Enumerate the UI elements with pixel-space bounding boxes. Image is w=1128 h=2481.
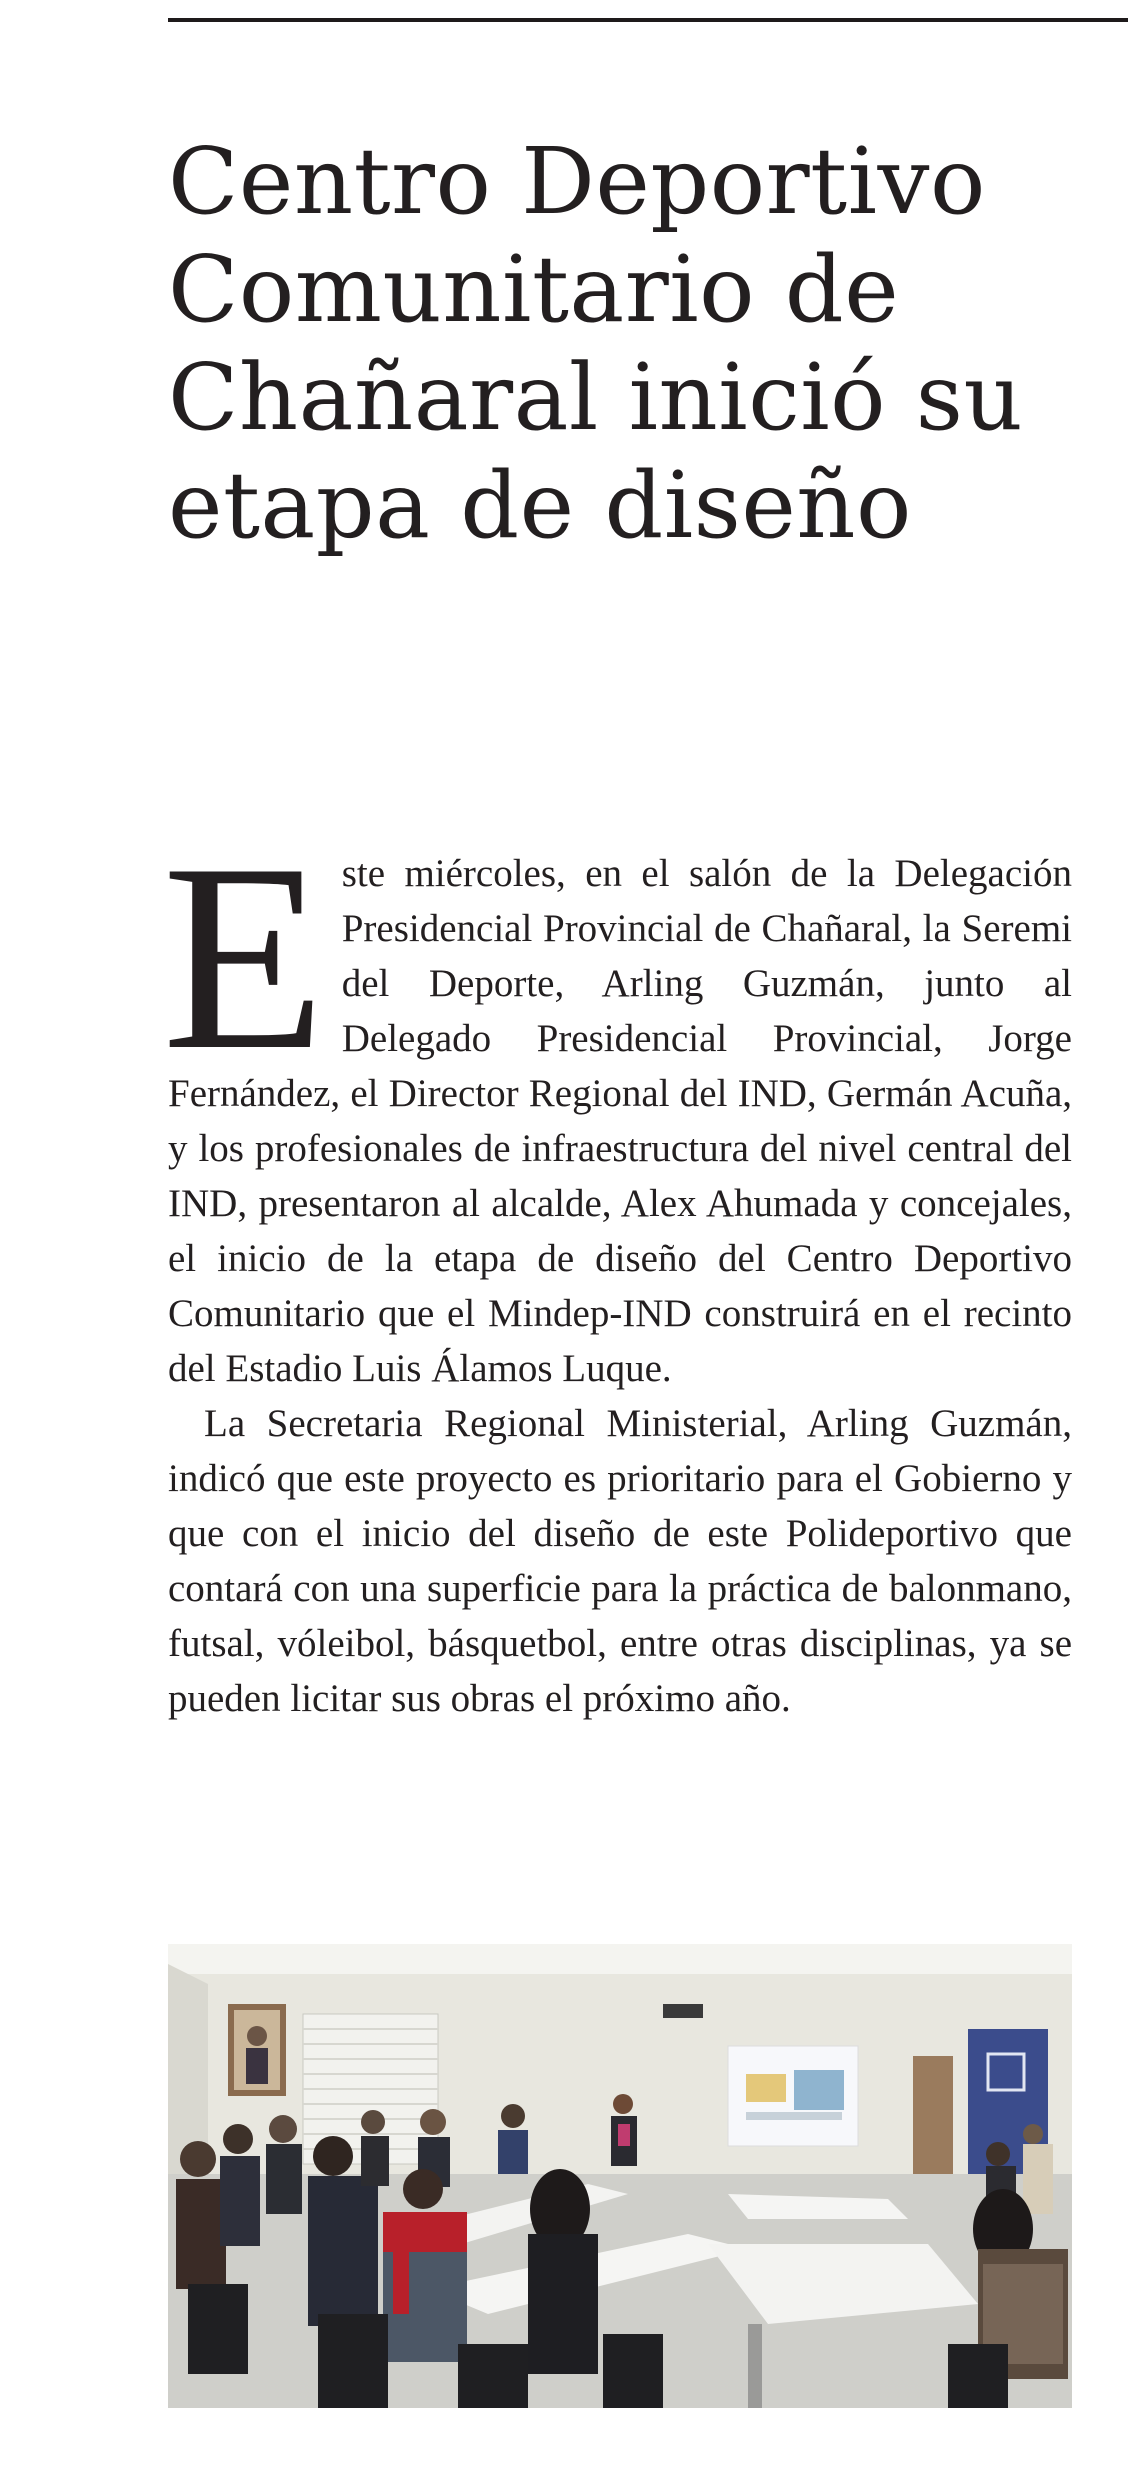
meeting-photo xyxy=(168,1944,1072,2408)
paragraph-1 xyxy=(162,808,1072,1396)
top-rule xyxy=(168,18,1128,22)
drop-cap: E xyxy=(162,808,326,1105)
paragraph-1-text: ste miércoles, en el salón de la Delegación Presidencial Provincial de Chañaral, la Seremi del Deporte, Arling Guzmán, junto al Delegado Presidencial Provincial, Jorge Fernández, el Director Regional del IND, Germán Acuña, y los profesionales de infraestructura del nivel central del IND, presentaron al alcalde, Alex Ahumada y concejales, el inicio de la etapa de diseño del Centro Deportivo Comunitario que el Mindep-IND construirá en el recinto del Estadio Luis Álamos Luque. xyxy=(168,852,1072,1390)
portrait-frame xyxy=(228,2004,286,2096)
meeting-photo-illustration xyxy=(168,1944,1072,2408)
projector xyxy=(663,2004,703,2018)
article-headline: Centro Deportivo Comunitario de Chañaral inició su etapa de diseño xyxy=(168,128,1024,559)
projection-screen xyxy=(728,2046,858,2146)
article-body xyxy=(162,808,1072,1726)
paragraph-2: La Secretaria Regional Ministerial, Arling Guzmán, indicó que este proyecto es prioritario para el Gobierno y que con el inicio del diseño de este Polideportivo que contará con una superficie para la práctica de balonmano, futsal, vóleibol, básquetbol, entre otras disciplinas, ya se pueden licitar sus obras el próximo año. xyxy=(168,1402,1072,1720)
